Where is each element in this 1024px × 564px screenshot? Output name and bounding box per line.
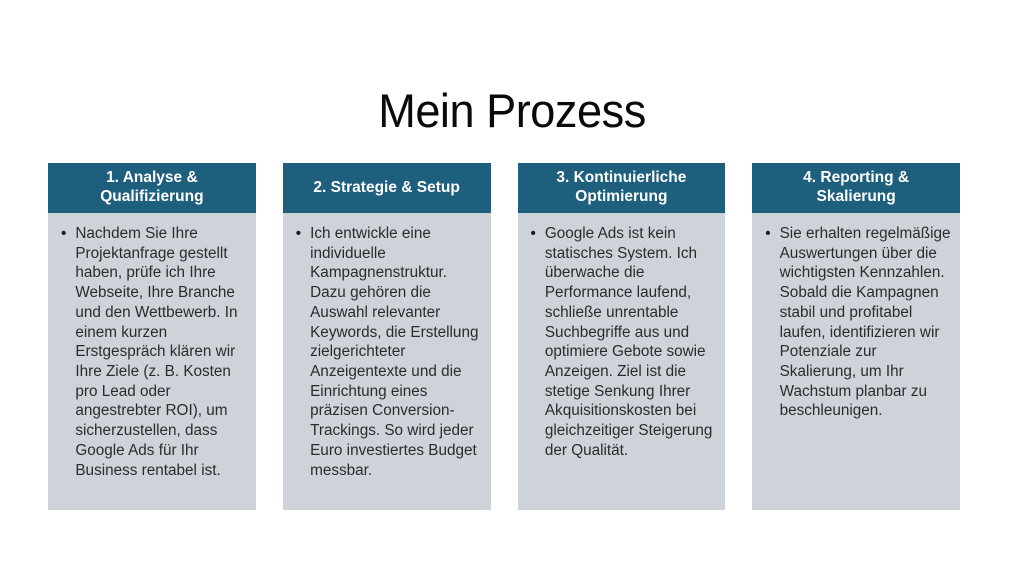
bullet-icon: • — [61, 225, 67, 242]
page-title: Mein Prozess — [378, 84, 646, 138]
step-2-text: Ich entwickle eine individuelle Kampagnenstruktur. Dazu gehören die Auswahl relevanter Keywords, die Erstellung zielgerichteter Anzeigentexte und die Einrichtung eines präzisen Conversion-Trackings. So wird jeder Euro investiertes Budget messbar. — [310, 225, 479, 479]
step-1-header: 1. Analyse & Qualifizierung — [48, 163, 256, 213]
list-item — [61, 224, 248, 480]
process-step-card-2 — [283, 163, 491, 510]
process-steps-row — [48, 163, 960, 510]
step-1-text: Nachdem Sie Ihre Projektanfrage gestellt haben, prüfe ich Ihre Webseite, Ihre Branche und den Wettbewerb. In einem kurzen Erstgespräch klären wir Ihre Ziele (z. B. Kosten pro Lead oder angestrebter ROI), um sicherzustellen, dass Google Ads für Ihr Business rentabel ist. — [75, 225, 238, 479]
bullet-icon: • — [765, 225, 771, 242]
list-item — [531, 224, 718, 461]
process-step-card-3 — [518, 163, 726, 510]
process-step-card-1 — [48, 163, 256, 510]
step-2-body — [283, 213, 491, 510]
step-3-text: Google Ads ist kein statisches System. Ich überwache die Performance laufend, schließe unrentable Suchbegriffe aus und optimiere Gebote sowie Anzeigen. Ziel ist die stetige Senkung Ihrer Akquisitionskosten bei gleichzeitiger Steigerung der Qualität. — [544, 225, 713, 459]
step-4-body — [752, 213, 960, 510]
step-2-header: 2. Strategie & Setup — [283, 163, 491, 213]
bullet-icon: • — [530, 225, 536, 242]
bullet-icon: • — [295, 225, 302, 242]
step-4-text: Sie erhalten regelmäßige Auswertungen über die wichtigsten Kennzahlen. Sobald die Kampagnen stabil und profitabel laufen, identifizieren wir Potenziale zur Skalierung, um Ihr Wachstum planbar zu beschleunigen. — [779, 225, 951, 420]
step-3-header: 3. Kontinuierliche Optimierung — [518, 163, 726, 213]
list-item — [296, 224, 483, 480]
step-4-header: 4. Reporting & Skalierung — [752, 163, 960, 213]
process-step-card-4 — [752, 163, 960, 510]
step-3-body — [518, 213, 726, 510]
step-1-body — [48, 213, 256, 510]
list-item — [765, 224, 952, 421]
